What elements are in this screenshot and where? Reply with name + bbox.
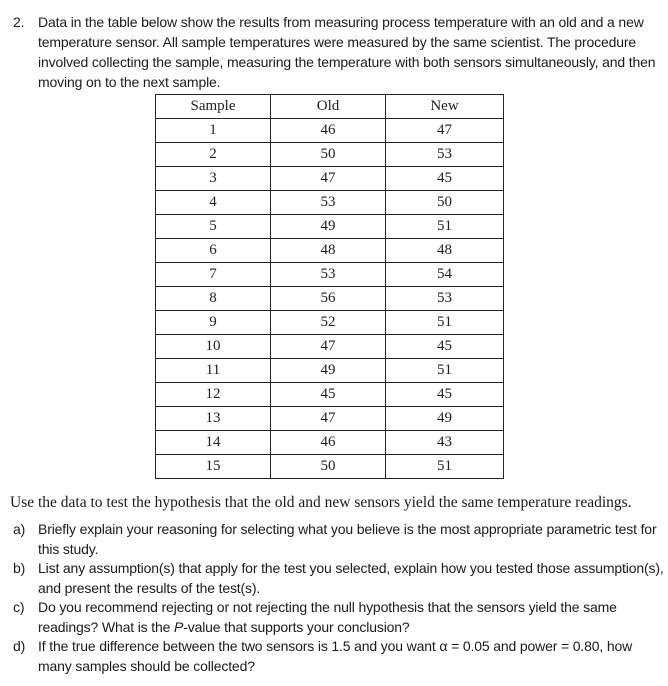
subquestion-text-line: and present the results of the test(s). xyxy=(38,579,261,596)
table-row xyxy=(156,359,504,383)
table-cell: 54 xyxy=(386,263,504,287)
table-cell: 3 xyxy=(156,167,271,191)
subquestion-label: c) xyxy=(13,599,25,615)
table-cell: 49 xyxy=(271,215,386,239)
table-cell: 51 xyxy=(386,215,504,239)
subquestion-text xyxy=(38,520,656,559)
subquestion-a xyxy=(13,520,662,559)
table-cell: 56 xyxy=(271,287,386,311)
problem-text-line: Data in the table below show the results from measuring process temperature with an old and a new xyxy=(38,14,644,30)
subquestion-text-italic: P xyxy=(174,618,184,635)
subquestion-text-segment: -value that supports your conclusion? xyxy=(183,618,410,635)
subquestion-label: d) xyxy=(13,638,26,654)
problem-statement xyxy=(13,12,662,92)
table-row xyxy=(156,335,504,359)
subquestion-text-line: many samples should be collected? xyxy=(38,657,255,674)
table-row xyxy=(156,287,504,311)
table-cell: 7 xyxy=(156,263,271,287)
table-cell: 50 xyxy=(271,143,386,167)
problem-text-line: involved collecting the sample, measuring the temperature with both sensors simultaneously, and then xyxy=(38,54,656,70)
problem-text-line: temperature sensor. All sample temperatures were measured by the same scientist. The procedure xyxy=(38,34,637,50)
table-cell: 43 xyxy=(386,431,504,455)
table-cell: 53 xyxy=(271,263,386,287)
table-header-cell: New xyxy=(386,95,504,119)
table-cell: 45 xyxy=(271,383,386,407)
table-cell: 47 xyxy=(271,167,386,191)
subquestion-c xyxy=(13,598,662,637)
problem-number: 2. xyxy=(13,14,25,30)
data-table xyxy=(155,94,504,479)
table-cell: 5 xyxy=(156,215,271,239)
table-cell: 2 xyxy=(156,143,271,167)
table-row xyxy=(156,143,504,167)
table-cell: 45 xyxy=(386,167,504,191)
subquestion-label: b) xyxy=(13,560,26,576)
subquestion-label: a) xyxy=(13,521,26,537)
subquestion-text-line xyxy=(38,618,617,638)
table-cell: 50 xyxy=(271,455,386,479)
table-row xyxy=(156,431,504,455)
table-cell: 51 xyxy=(386,311,504,335)
table-cell: 9 xyxy=(156,311,271,335)
problem-text xyxy=(38,12,655,92)
table-cell: 50 xyxy=(386,191,504,215)
table-row xyxy=(156,383,504,407)
table-cell: 48 xyxy=(386,239,504,263)
table-row xyxy=(156,167,504,191)
table-cell: 49 xyxy=(386,407,504,431)
table-row xyxy=(156,311,504,335)
table-body xyxy=(156,119,504,479)
subquestion-b xyxy=(13,559,662,598)
subquestion-text-line: this study. xyxy=(38,540,99,557)
table-header-cell: Sample xyxy=(156,95,271,119)
table-cell: 51 xyxy=(386,455,504,479)
table-cell: 8 xyxy=(156,287,271,311)
subquestion-list xyxy=(13,520,662,676)
table-cell: 53 xyxy=(386,143,504,167)
table-row xyxy=(156,215,504,239)
problem-text-line: moving on to the next sample. xyxy=(38,74,221,90)
subquestion-text-line: List any assumption(s) that apply for the test you selected, explain how you tested those assumption(s), xyxy=(38,560,664,576)
table-cell: 47 xyxy=(271,407,386,431)
table-row xyxy=(156,191,504,215)
instruction-text: Use the data to test the hypothesis that the old and new sensors yield the same temperature readings. xyxy=(10,494,632,511)
table-cell: 46 xyxy=(271,119,386,143)
table-header-row xyxy=(156,95,504,119)
table-cell: 49 xyxy=(271,359,386,383)
table-cell: 13 xyxy=(156,407,271,431)
table-row xyxy=(156,239,504,263)
table-cell: 6 xyxy=(156,239,271,263)
table-row xyxy=(156,455,504,479)
table-cell: 45 xyxy=(386,335,504,359)
table-cell: 10 xyxy=(156,335,271,359)
table-cell: 47 xyxy=(271,335,386,359)
table-cell: 4 xyxy=(156,191,271,215)
table-cell: 47 xyxy=(386,119,504,143)
table-row xyxy=(156,119,504,143)
table-cell: 53 xyxy=(271,191,386,215)
table-row xyxy=(156,407,504,431)
subquestion-text xyxy=(38,559,664,598)
table-header-cell: Old xyxy=(271,95,386,119)
subquestion-text xyxy=(38,598,617,637)
table-cell: 52 xyxy=(271,311,386,335)
table-cell: 14 xyxy=(156,431,271,455)
table-cell: 12 xyxy=(156,383,271,407)
table-cell: 11 xyxy=(156,359,271,383)
table-cell: 45 xyxy=(386,383,504,407)
table-cell: 15 xyxy=(156,455,271,479)
table-cell: 48 xyxy=(271,239,386,263)
table-row xyxy=(156,263,504,287)
subquestion-text-line: Briefly explain your reasoning for selecting what you believe is the most appropriate parametric test for xyxy=(38,521,657,537)
subquestion-text-line: If the true difference between the two sensors is 1.5 and you want α = 0.05 and power = 0.80, how xyxy=(38,638,633,654)
table-cell: 1 xyxy=(156,119,271,143)
table-cell: 46 xyxy=(271,431,386,455)
table-cell: 51 xyxy=(386,359,504,383)
subquestion-text-segment: readings? What is the xyxy=(38,618,174,635)
subquestion-text xyxy=(38,637,632,676)
subquestion-text-line: Do you recommend rejecting or not rejecting the null hypothesis that the sensors yield the same xyxy=(38,599,617,615)
table-cell: 53 xyxy=(386,287,504,311)
subquestion-d xyxy=(13,637,662,676)
